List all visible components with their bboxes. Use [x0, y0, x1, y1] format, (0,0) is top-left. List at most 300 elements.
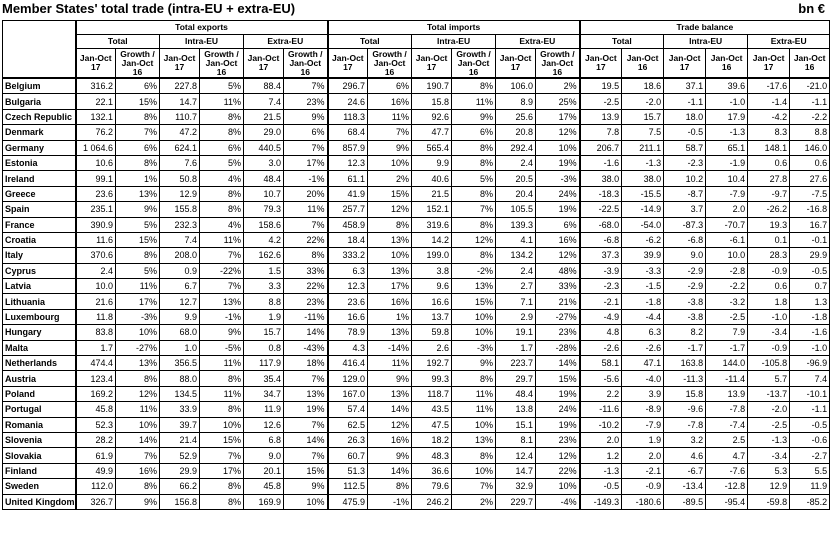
table-cell: 7.4 — [244, 94, 284, 109]
table-cell: 3.2 — [664, 432, 706, 447]
table-cell: 7% — [200, 448, 244, 463]
table-cell: 57.4 — [328, 402, 368, 417]
table-cell: 5.5 — [790, 463, 830, 478]
column-header-jan17: Jan-Oct 17 — [328, 49, 368, 79]
table-cell: -3% — [536, 171, 580, 186]
table-cell: 5% — [200, 78, 244, 94]
header-exports-extra: Extra-EU — [244, 35, 328, 49]
table-cell: -2% — [452, 263, 496, 278]
table-cell: 2.0 — [622, 448, 664, 463]
country-name: Lithuania — [3, 294, 76, 309]
table-cell: 52.3 — [76, 417, 116, 432]
country-name: Hungary — [3, 325, 76, 340]
table-cell: 48.4 — [496, 386, 536, 401]
country-name: Poland — [3, 386, 76, 401]
table-cell: 10.6 — [76, 155, 116, 170]
table-cell: 8% — [200, 202, 244, 217]
table-cell: 34.7 — [244, 386, 284, 401]
table-cell: 416.4 — [328, 356, 368, 371]
table-cell: 26.3 — [328, 432, 368, 447]
table-row — [3, 94, 830, 109]
table-cell: -1.1 — [664, 94, 706, 109]
table-cell: 8.8 — [790, 125, 830, 140]
table-cell: -6.2 — [622, 232, 664, 247]
table-row — [3, 463, 830, 478]
table-cell: -26.2 — [748, 202, 790, 217]
table-cell: -11.6 — [580, 402, 622, 417]
table-cell: 29.9 — [790, 248, 830, 263]
column-header-jan17: Jan-Oct 17 — [412, 49, 452, 79]
table-cell: 10.4 — [706, 171, 748, 186]
table-cell: -2.0 — [622, 94, 664, 109]
table-cell: 68.0 — [160, 325, 200, 340]
table-cell: -2.9 — [664, 263, 706, 278]
country-name: Latvia — [3, 279, 76, 294]
table-cell: -1.9 — [706, 155, 748, 170]
table-cell: 7% — [116, 448, 160, 463]
table-cell: 9% — [452, 356, 496, 371]
table-cell: -3.4 — [748, 448, 790, 463]
table-cell: -180.6 — [622, 494, 664, 509]
table-cell: 2.4 — [496, 263, 536, 278]
country-name: Italy — [3, 248, 76, 263]
table-cell: 246.2 — [412, 494, 452, 509]
table-cell: 134.2 — [496, 248, 536, 263]
table-cell: -12.8 — [706, 479, 748, 494]
table-cell: 2.4 — [496, 155, 536, 170]
table-cell: 223.7 — [496, 356, 536, 371]
table-cell: -3% — [116, 309, 160, 324]
table-cell: 118.7 — [412, 386, 452, 401]
table-cell: 8.2 — [664, 325, 706, 340]
table-cell: -1.5 — [622, 279, 664, 294]
table-cell: 23% — [284, 94, 328, 109]
table-cell: 440.5 — [244, 140, 284, 155]
table-cell: -2.6 — [622, 340, 664, 355]
table-cell: -17.6 — [748, 78, 790, 94]
table-cell: 146.0 — [790, 140, 830, 155]
table-cell: 1.8 — [748, 294, 790, 309]
table-cell: -5.6 — [580, 371, 622, 386]
table-row — [3, 171, 830, 186]
table-cell: -3.8 — [664, 294, 706, 309]
table-cell: 11% — [116, 279, 160, 294]
table-cell: 38.0 — [580, 171, 622, 186]
table-cell: 1.7 — [76, 340, 116, 355]
table-cell: 14% — [368, 463, 412, 478]
country-name: Greece — [3, 186, 76, 201]
table-cell: -0.5 — [580, 479, 622, 494]
country-name: Spain — [3, 202, 76, 217]
table-cell: 235.1 — [76, 202, 116, 217]
table-cell: 15% — [200, 432, 244, 447]
table-cell: 7% — [452, 479, 496, 494]
country-name: United Kingdom — [3, 494, 76, 509]
table-cell: -9.7 — [748, 186, 790, 201]
table-cell: 192.7 — [412, 356, 452, 371]
table-cell: 8% — [200, 109, 244, 124]
table-cell: 18.6 — [622, 78, 664, 94]
table-cell: 6% — [116, 140, 160, 155]
header-row-groups — [3, 21, 830, 35]
table-cell: 0.8 — [244, 340, 284, 355]
table-cell: 9.9 — [412, 155, 452, 170]
table-cell: -7.6 — [706, 463, 748, 478]
table-cell: -1.0 — [748, 309, 790, 324]
table-cell: 13.7 — [412, 309, 452, 324]
table-cell: -2.7 — [790, 448, 830, 463]
table-cell: 11.6 — [76, 232, 116, 247]
table-cell: 17% — [116, 294, 160, 309]
table-cell: 40.6 — [412, 171, 452, 186]
table-cell: 16.6 — [412, 294, 452, 309]
table-cell: 11% — [452, 402, 496, 417]
table-row — [3, 155, 830, 170]
table-cell: 8.3 — [748, 125, 790, 140]
table-cell: -10.2 — [580, 417, 622, 432]
table-cell: -1% — [368, 494, 412, 509]
table-cell: 169.2 — [76, 386, 116, 401]
country-name: Austria — [3, 371, 76, 386]
table-cell: 5% — [116, 217, 160, 232]
table-cell: 14.2 — [412, 232, 452, 247]
header-balance-intra: Intra-EU — [664, 35, 748, 49]
table-cell: 16.6 — [328, 309, 368, 324]
table-cell: 13% — [200, 294, 244, 309]
table-cell: 6.8 — [244, 432, 284, 447]
table-cell: 2.0 — [580, 432, 622, 447]
table-cell: -4.0 — [622, 371, 664, 386]
table-row — [3, 417, 830, 432]
table-cell: 32.9 — [496, 479, 536, 494]
table-cell: 3.0 — [244, 155, 284, 170]
table-cell: 7.5 — [622, 125, 664, 140]
table-cell: 13.8 — [496, 402, 536, 417]
table-cell: 79.3 — [244, 202, 284, 217]
table-cell: 6% — [452, 125, 496, 140]
table-cell: 9.0 — [244, 448, 284, 463]
table-cell: 12% — [536, 125, 580, 140]
country-name: Luxembourg — [3, 309, 76, 324]
table-cell: 148.1 — [748, 140, 790, 155]
table-cell: 10.2 — [664, 171, 706, 186]
table-cell: 16% — [368, 294, 412, 309]
table-cell: -95.4 — [706, 494, 748, 509]
table-cell: -8.9 — [622, 402, 664, 417]
table-cell: 9.6 — [412, 279, 452, 294]
table-cell: -0.9 — [748, 263, 790, 278]
table-cell: -2.1 — [580, 294, 622, 309]
column-header-jan17: Jan-Oct 17 — [244, 49, 284, 79]
table-cell: 21% — [536, 294, 580, 309]
table-cell: -0.1 — [790, 232, 830, 247]
table-cell: -2.5 — [748, 417, 790, 432]
table-cell: 48% — [536, 263, 580, 278]
table-cell: 88.4 — [244, 78, 284, 94]
table-cell: 7.4 — [160, 232, 200, 247]
table-cell: 9% — [368, 371, 412, 386]
table-cell: 4.7 — [706, 448, 748, 463]
table-cell: 1% — [116, 171, 160, 186]
country-name: Bulgaria — [3, 94, 76, 109]
column-header-jan17: Jan-Oct 17 — [748, 49, 790, 79]
table-cell: 65.1 — [706, 140, 748, 155]
table-cell: -6.7 — [664, 463, 706, 478]
table-cell: 19% — [536, 202, 580, 217]
table-cell: 11% — [368, 356, 412, 371]
table-cell: -2.2 — [706, 279, 748, 294]
table-cell: 8% — [116, 248, 160, 263]
table-cell: -1.0 — [790, 340, 830, 355]
table-cell: 13% — [284, 386, 328, 401]
column-header-jan16: Jan-Oct 16 — [790, 49, 830, 79]
table-cell: 4.1 — [496, 232, 536, 247]
table-row — [3, 402, 830, 417]
table-cell: -1.7 — [706, 340, 748, 355]
table-cell: -1.8 — [622, 294, 664, 309]
table-cell: 9% — [368, 448, 412, 463]
table-cell: -7.9 — [622, 417, 664, 432]
table-cell: 13.9 — [580, 109, 622, 124]
country-name: Finland — [3, 463, 76, 478]
table-cell: 8% — [452, 371, 496, 386]
table-cell: 47.7 — [412, 125, 452, 140]
table-cell: 27.6 — [790, 171, 830, 186]
table-cell: -7.9 — [706, 186, 748, 201]
table-cell: -5% — [200, 340, 244, 355]
table-cell: 10% — [200, 417, 244, 432]
table-cell: 7% — [284, 448, 328, 463]
country-name: Netherlands — [3, 356, 76, 371]
table-cell: 51.3 — [328, 463, 368, 478]
table-cell: 15.8 — [664, 386, 706, 401]
table-cell: 8% — [116, 479, 160, 494]
table-cell: 356.5 — [160, 356, 200, 371]
table-cell: 227.8 — [160, 78, 200, 94]
table-cell: 28.2 — [76, 432, 116, 447]
table-cell: 15.8 — [412, 94, 452, 109]
table-cell: 129.0 — [328, 371, 368, 386]
table-cell: 60.7 — [328, 448, 368, 463]
table-cell: 17% — [368, 279, 412, 294]
table-cell: 9% — [200, 325, 244, 340]
table-cell: 3.8 — [412, 263, 452, 278]
table-cell: 43.5 — [412, 402, 452, 417]
table-cell: -14.9 — [622, 202, 664, 217]
table-cell: -28% — [536, 340, 580, 355]
table-cell: -1.8 — [790, 309, 830, 324]
table-cell: 15% — [116, 94, 160, 109]
table-cell: 206.7 — [580, 140, 622, 155]
table-cell: -2.3 — [664, 155, 706, 170]
table-cell: 10.0 — [706, 248, 748, 263]
table-cell: 11.8 — [76, 309, 116, 324]
table-cell: 27.8 — [748, 171, 790, 186]
table-cell: 41.9 — [328, 186, 368, 201]
table-cell: -89.5 — [664, 494, 706, 509]
table-row — [3, 263, 830, 278]
table-cell: 8% — [284, 248, 328, 263]
table-cell: 21.4 — [160, 432, 200, 447]
table-cell: 5% — [452, 171, 496, 186]
table-cell: 20% — [284, 186, 328, 201]
header-balance-extra: Extra-EU — [748, 35, 830, 49]
table-cell: 292.4 — [496, 140, 536, 155]
table-cell: -2.2 — [790, 109, 830, 124]
table-cell: 9% — [116, 202, 160, 217]
table-cell: 390.9 — [76, 217, 116, 232]
table-cell: 7% — [368, 125, 412, 140]
table-cell: 99.3 — [412, 371, 452, 386]
table-cell: 10.0 — [76, 279, 116, 294]
table-cell: 1.5 — [244, 263, 284, 278]
table-cell: -11.3 — [664, 371, 706, 386]
table-cell: 0.6 — [748, 155, 790, 170]
table-cell: 21.6 — [76, 294, 116, 309]
table-cell: 6% — [116, 78, 160, 94]
table-cell: -13.7 — [748, 386, 790, 401]
table-cell: 4.8 — [580, 325, 622, 340]
table-cell: 257.7 — [328, 202, 368, 217]
table-cell: 24% — [536, 186, 580, 201]
table-cell: 99.1 — [76, 171, 116, 186]
table-cell: 8% — [200, 125, 244, 140]
table-cell: 8% — [200, 494, 244, 509]
table-cell: 13% — [368, 263, 412, 278]
table-cell: 112.0 — [76, 479, 116, 494]
table-cell: -27% — [116, 340, 160, 355]
table-cell: 117.9 — [244, 356, 284, 371]
table-cell: -4.9 — [580, 309, 622, 324]
table-cell: 4.3 — [328, 340, 368, 355]
table-row — [3, 279, 830, 294]
table-cell: 167.0 — [328, 386, 368, 401]
table-cell: 8% — [200, 479, 244, 494]
table-row — [3, 202, 830, 217]
table-cell: 11% — [200, 356, 244, 371]
table-cell: 155.8 — [160, 202, 200, 217]
table-cell: 88.0 — [160, 371, 200, 386]
table-cell: 78.9 — [328, 325, 368, 340]
table-cell: -21.0 — [790, 78, 830, 94]
table-cell: -1% — [284, 171, 328, 186]
table-cell: 15% — [536, 371, 580, 386]
column-header-jan17: Jan-Oct 17 — [76, 49, 116, 79]
table-cell: 6.7 — [160, 279, 200, 294]
table-cell: 35.4 — [244, 371, 284, 386]
table-cell: 12.6 — [244, 417, 284, 432]
table-cell: 0.6 — [748, 279, 790, 294]
table-cell: 2% — [368, 171, 412, 186]
header-balance-total: Total — [580, 35, 664, 49]
table-cell: 8% — [452, 78, 496, 94]
table-cell: 16% — [368, 432, 412, 447]
table-cell: -7.8 — [664, 417, 706, 432]
table-cell: 8% — [452, 448, 496, 463]
table-cell: 21.5 — [244, 109, 284, 124]
table-row — [3, 479, 830, 494]
table-cell: 47.1 — [622, 356, 664, 371]
table-cell: -70.7 — [706, 217, 748, 232]
table-cell: -0.5 — [664, 125, 706, 140]
column-header-jan17: Jan-Oct 17 — [496, 49, 536, 79]
table-cell: 45.8 — [244, 479, 284, 494]
title-bar — [0, 0, 831, 20]
table-cell: 475.9 — [328, 494, 368, 509]
table-cell: -22% — [200, 263, 244, 278]
unit-label: bn € — [798, 1, 825, 16]
table-cell: 1.9 — [244, 309, 284, 324]
table-cell: 16% — [536, 232, 580, 247]
table-cell: 14% — [368, 402, 412, 417]
table-cell: -0.6 — [790, 432, 830, 447]
table-cell: 20.4 — [496, 186, 536, 201]
table-cell: 13% — [368, 232, 412, 247]
table-cell: 163.8 — [664, 356, 706, 371]
table-cell: 11.9 — [790, 479, 830, 494]
table-cell: 19.1 — [496, 325, 536, 340]
table-cell: 1.9 — [622, 432, 664, 447]
table-cell: 5.7 — [748, 371, 790, 386]
table-cell: 1.2 — [580, 448, 622, 463]
table-cell: 13% — [368, 386, 412, 401]
table-cell: 8.1 — [496, 432, 536, 447]
table-cell: 319.6 — [412, 217, 452, 232]
table-cell: 8% — [452, 186, 496, 201]
table-cell: 12% — [368, 202, 412, 217]
table-cell: 13% — [116, 186, 160, 201]
table-cell: 112.5 — [328, 479, 368, 494]
table-cell: 7.9 — [706, 325, 748, 340]
table-cell: 8% — [116, 371, 160, 386]
column-header-growth: Growth / Jan-Oct 16 — [368, 49, 412, 79]
table-cell: 79.6 — [412, 479, 452, 494]
table-cell: 68.4 — [328, 125, 368, 140]
table-cell: 58.1 — [580, 356, 622, 371]
table-cell: 16% — [116, 463, 160, 478]
table-cell: 9.9 — [160, 309, 200, 324]
table-cell: 92.6 — [412, 109, 452, 124]
table-cell: 152.1 — [412, 202, 452, 217]
table-cell: 19% — [284, 402, 328, 417]
table-cell: -68.0 — [580, 217, 622, 232]
table-cell: 11% — [200, 232, 244, 247]
table-cell: 10% — [452, 417, 496, 432]
table-row — [3, 356, 830, 371]
table-cell: 1.7 — [496, 340, 536, 355]
table-cell: -1.1 — [790, 402, 830, 417]
table-cell: 33.9 — [160, 402, 200, 417]
country-name: France — [3, 217, 76, 232]
table-cell: 37.1 — [664, 78, 706, 94]
table-cell: 0.6 — [790, 155, 830, 170]
table-cell: 2% — [536, 78, 580, 94]
table-cell: -15.5 — [622, 186, 664, 201]
table-row — [3, 186, 830, 201]
table-row — [3, 448, 830, 463]
column-header-jan17: Jan-Oct 17 — [160, 49, 200, 79]
table-cell: 11.9 — [244, 402, 284, 417]
table-cell: 132.1 — [76, 109, 116, 124]
table-cell: 15% — [368, 186, 412, 201]
table-cell: 2.9 — [496, 309, 536, 324]
table-cell: 110.7 — [160, 109, 200, 124]
table-body — [3, 78, 830, 509]
column-header-jan16: Jan-Oct 16 — [622, 49, 664, 79]
table-row — [3, 140, 830, 155]
table-cell: 624.1 — [160, 140, 200, 155]
country-name: Germany — [3, 140, 76, 155]
